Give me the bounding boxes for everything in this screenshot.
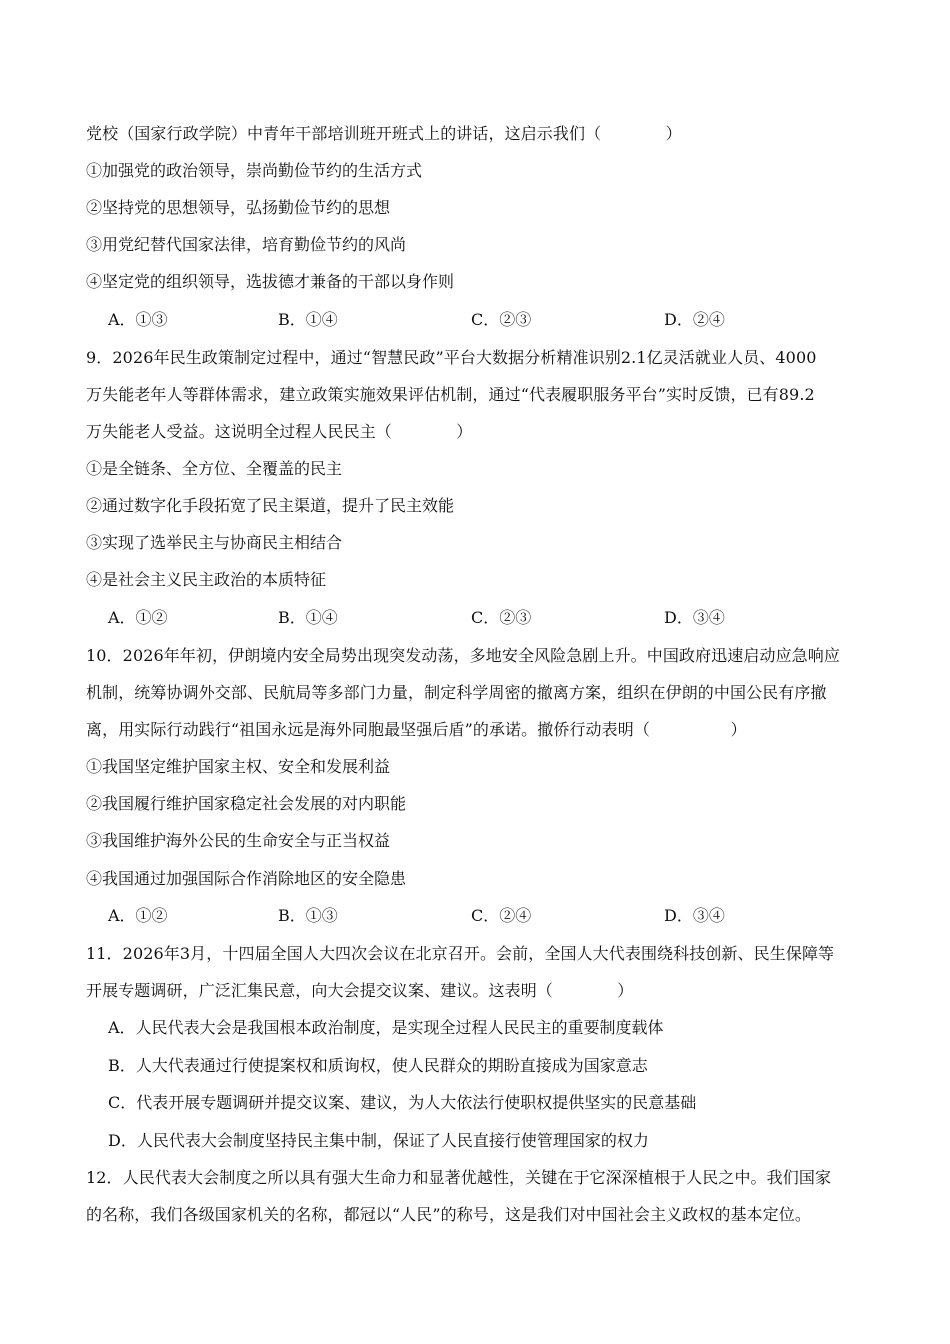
q8-statement-4: ④坚定党的组织领导，选拔德才兼备的干部以身作则 [86, 272, 455, 291]
q8-statement-3: ③用党纪替代国家法律，培育勤俭节约的风尚 [86, 235, 407, 254]
q11-choice-d: D．人民代表大会制度坚持民主集中制，保证了人民直接行使管理国家的权力 [108, 1131, 649, 1150]
q9-options [86, 607, 876, 629]
q9-stem-line-3: 万失能老人受益。这说明全过程人民民主（ ） [86, 422, 473, 441]
q10-option-c: C．②④ [471, 906, 532, 925]
q10-statement-3: ③我国维护海外公民的生命安全与正当权益 [86, 831, 391, 850]
q9-statement-4: ④是社会主义民主政治的本质特征 [86, 570, 327, 589]
q9-statement-2: ②通过数字化手段拓宽了民主渠道，提升了民主效能 [86, 496, 455, 515]
q11-stem-line-2: 开展专题调研，广泛汇集民意，向大会提交议案、建议。这表明（ ） [86, 981, 634, 1000]
q8-option-b: B．①④ [278, 310, 338, 329]
q9-option-b: B．①④ [278, 608, 338, 627]
q10-option-b: B．①③ [278, 906, 338, 925]
q10-stem-line-1: 10．2026年年初，伊朗境内安全局势出现突发动荡，多地安全风险急剧上升。中国政府迅速启动应急响应 [86, 646, 840, 665]
q8-option-c: C．②③ [471, 310, 532, 329]
q12-stem-line-2: 的名称，我们各级国家机关的名称，都冠以“人民”的称号，这是我们对中国社会主义政权的基本定位。 [86, 1205, 811, 1224]
q9-stem-line-1: 9．2026年民生政策制定过程中，通过“智慧民政”平台大数据分析精准识别2.1亿灵活就业人员、4000 [86, 348, 817, 367]
q8-option-d: D．②④ [664, 310, 725, 329]
q10-options [86, 905, 876, 927]
q11-stem-line-1: 11．2026年3月，十四届全国人大四次会议在北京召开。会前，全国人大代表围绕科技创新、民生保障等 [86, 944, 835, 963]
q8-stem-end: 党校（国家行政学院）中青年干部培训班开班式上的讲话，这启示我们（ ） [86, 124, 682, 143]
q12-stem-line-1: 12．人民代表大会制度之所以具有强大生命力和显著优越性，关键在于它深深植根于人民之中。我们国家 [86, 1168, 832, 1187]
q8-statement-2: ②坚持党的思想领导，弘扬勤俭节约的思想 [86, 198, 391, 217]
q9-statement-3: ③实现了选举民主与协商民主相结合 [86, 533, 343, 552]
q10-stem-line-3: 离，用实际行动践行“祖国永远是海外同胞最坚强后盾”的承诺。撤侨行动表明（ ） [86, 720, 747, 739]
q8-option-a: A．①③ [108, 310, 168, 329]
q9-option-d: D．③④ [664, 608, 725, 627]
q9-statement-1: ①是全链条、全方位、全覆盖的民主 [86, 459, 343, 478]
q11-choice-a: A．人民代表大会是我国根本政治制度，是实现全过程人民民主的重要制度载体 [108, 1018, 664, 1037]
q10-stem-line-2: 机制，统筹协调外交部、民航局等多部门力量，制定科学周密的撤离方案，组织在伊朗的中国公民有序撤 [86, 683, 827, 702]
q9-stem-line-2: 万失能老年人等群体需求，建立政策实施效果评估机制，通过“代表履职服务平台”实时反馈，已有89.2 [86, 385, 815, 404]
q10-option-a: A．①② [108, 906, 168, 925]
q8-statement-1: ①加强党的政治领导，崇尚勤俭节约的生活方式 [86, 161, 423, 180]
q8-options [86, 309, 876, 331]
q10-statement-1: ①我国坚定维护国家主权、安全和发展利益 [86, 757, 391, 776]
q10-statement-4: ④我国通过加强国际合作消除地区的安全隐患 [86, 869, 407, 888]
q11-choice-c: C．代表开展专题调研并提交议案、建议，为人大依法行使职权提供坚实的民意基础 [108, 1093, 697, 1112]
q10-statement-2: ②我国履行维护国家稳定社会发展的对内职能 [86, 794, 407, 813]
q11-choice-b: B．人大代表通过行使提案权和质询权，使人民群众的期盼直接成为国家意志 [108, 1056, 648, 1075]
q9-option-c: C．②③ [471, 608, 532, 627]
q9-option-a: A．①② [108, 608, 168, 627]
q10-option-d: D．③④ [664, 906, 725, 925]
